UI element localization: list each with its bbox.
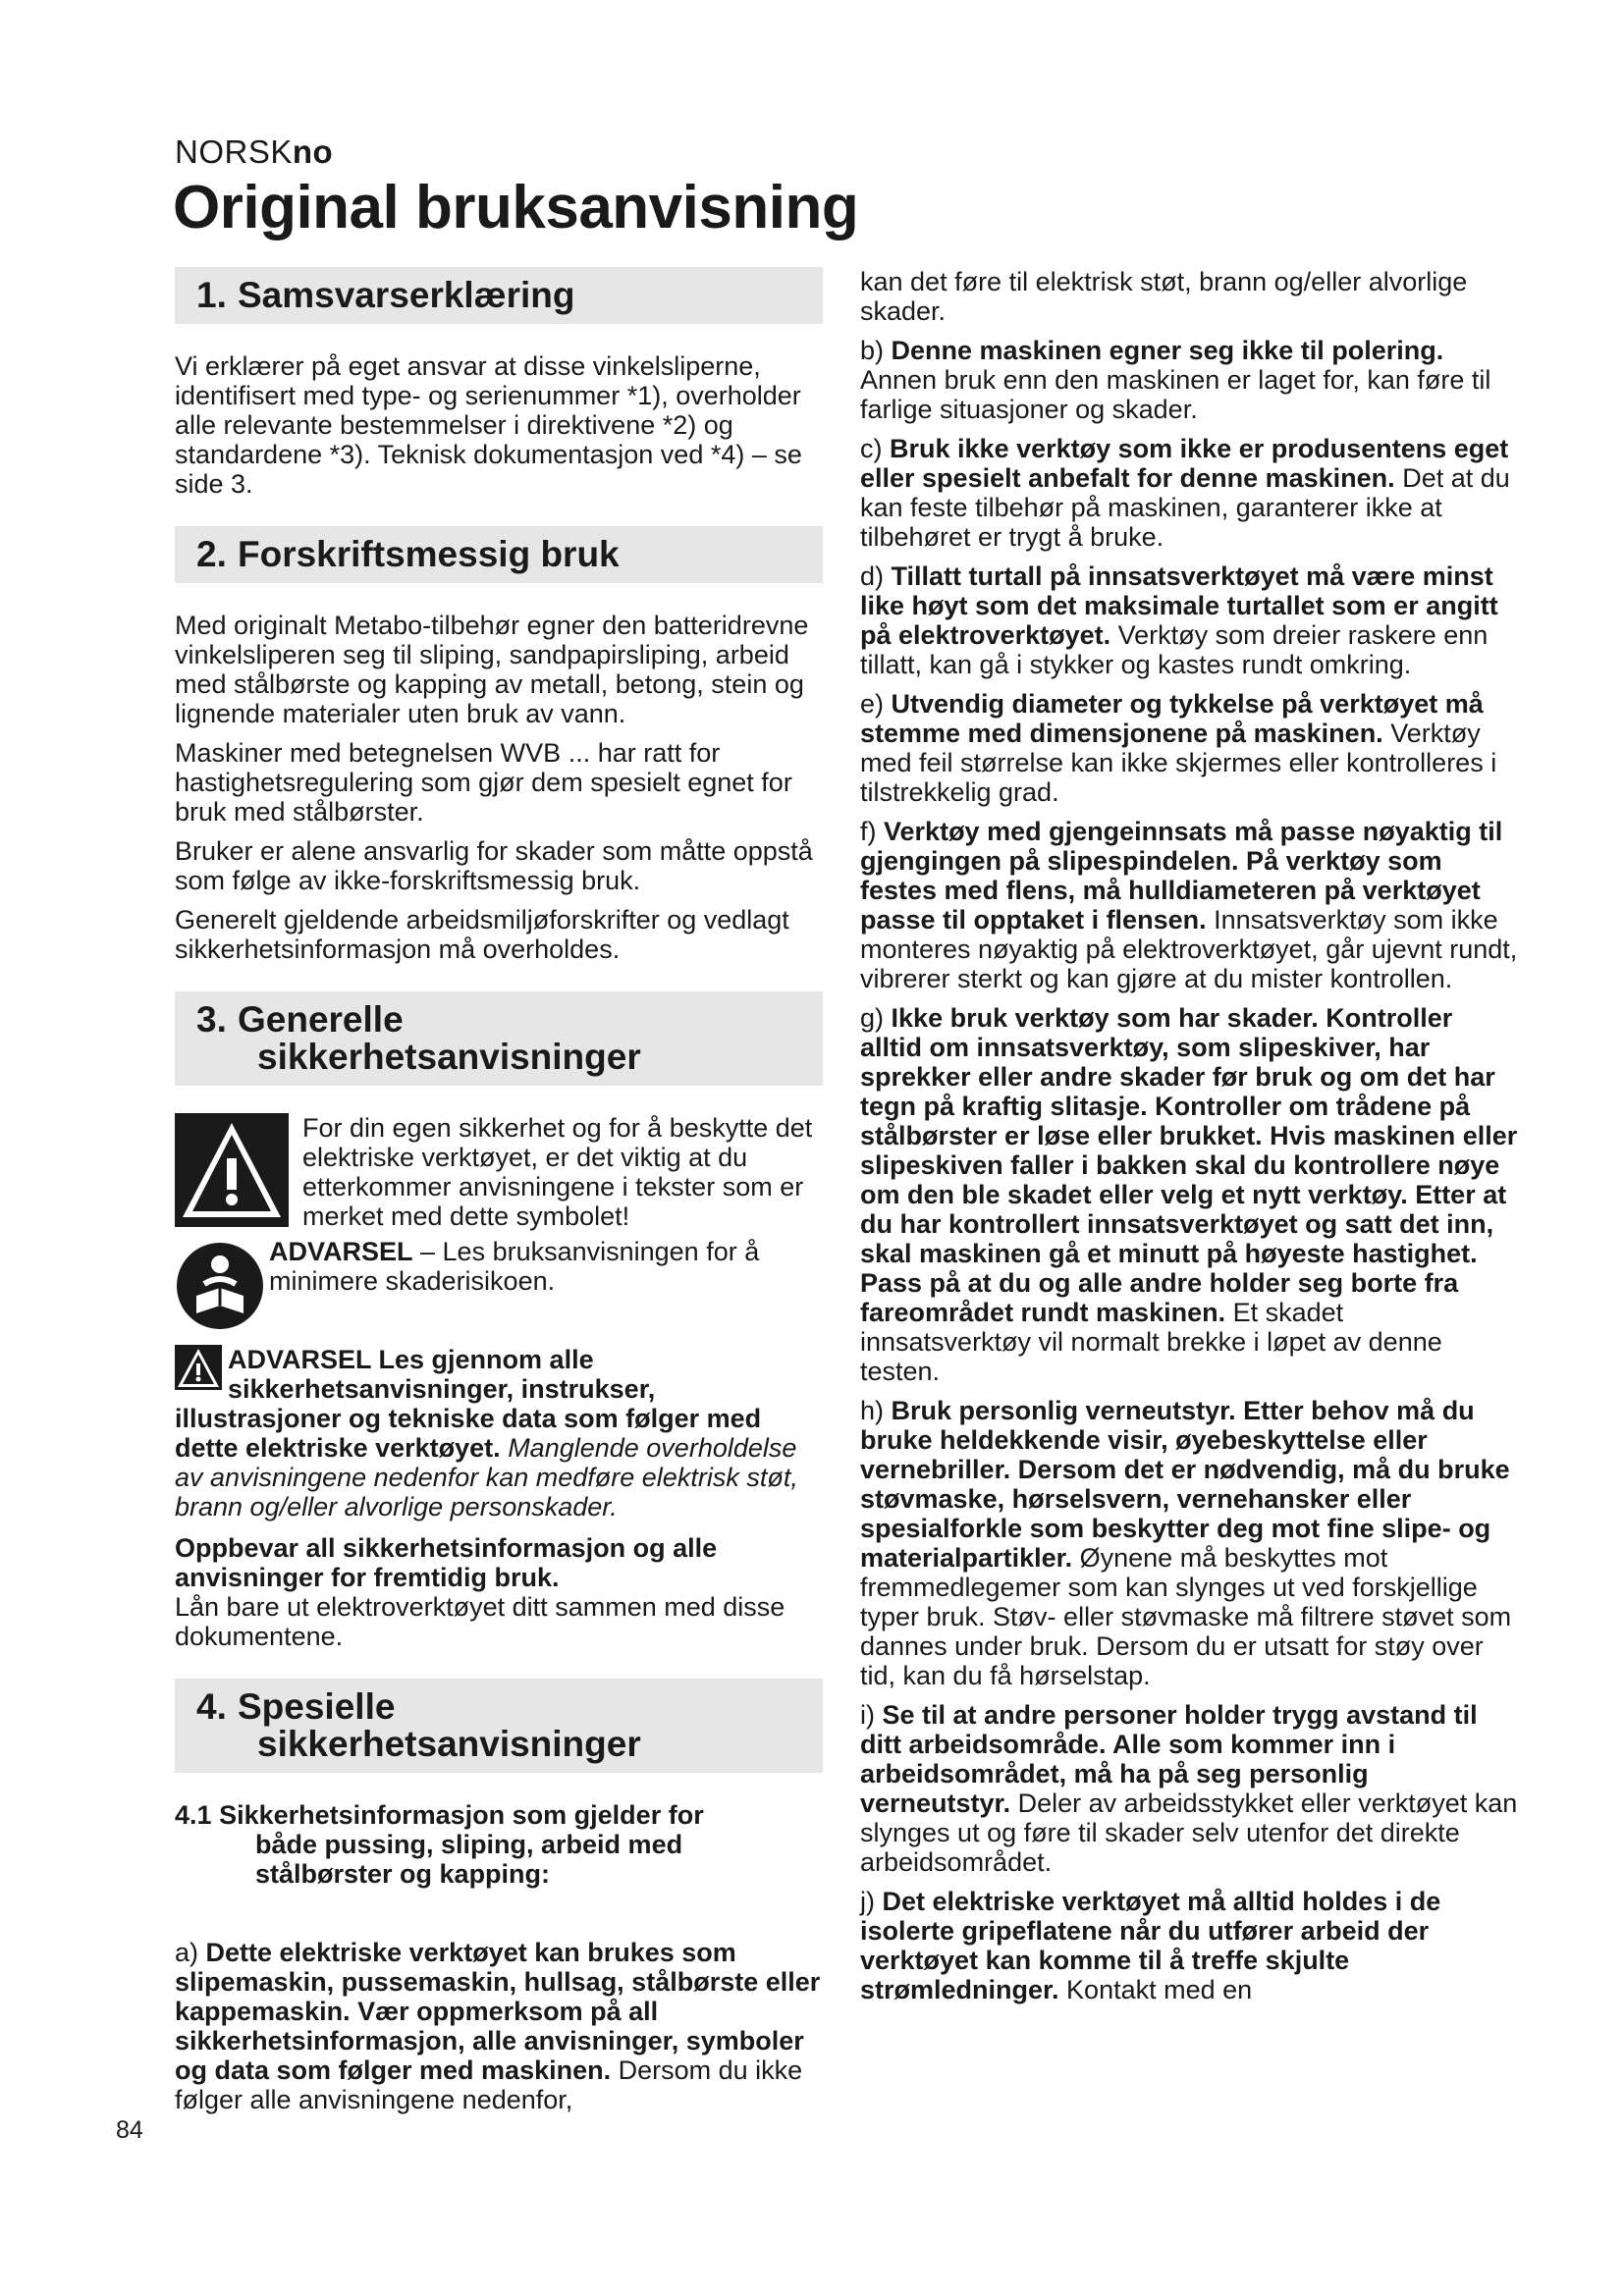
item-h-text: h) Bruk personlig verneutstyr. Etter behov må du bruke heldekkende visir, øyebeskyttelse eller vernebriller. Dersom det er nødvendig, må du bruke støvmaske, hørselsvern, vernehansker eller spesialforkle som beskytter deg mot fine slipe- og materialpartikler. Øynene må beskyttes mot fremmedlegemer som kan slynges ut ved forskjellige typer bruk. Støv- eller støvmaske må filtrere støvet som dannes under bruk. Dersom du er utsatt for støy over tid, kan du få hørselstap.	[860, 1396, 1512, 1690]
section-3-heading: 3. Generelle sikkerhetsanvisninger	[175, 991, 823, 1086]
item-g-text: g) Ikke bruk verktøy som har skader. Kontroller alltid om innsatsverktøy, som slipeskiver, har sprekker eller andre skader før bruk og om det har tegn på kraftig slitasje. Kontroller om trådene på stålbørster er løse eller brukket. Hvis maskinen eller slipeskiven faller i bakken skal du kontrollere nøye om den ble skadet eller velg et nytt verktøy. Etter at du har kontrollert innsatsverktøyet og satt det inn, skal maskinen gå et minutt på høyeste hastighet. Pass på at du og alle andre holder seg borte fra fareområdet rundt maskinen. Et skadet innsatsverktøy vil normalt brekke i løpet av denne testen.	[860, 1003, 1518, 1386]
language-label: NORSKno	[175, 133, 334, 170]
item-i-text: i) Se til at andre personer holder trygg avstand til ditt arbeidsområde. Alle som kommer inn i arbeidsområdet, må ha på seg personlig verneutstyr. Deler av arbeidsstykket eller verktøyet kan slynges ut og føre til skader selv utenfor det direkte arbeidsområdet.	[860, 1700, 1518, 1877]
item-c-text: c) Bruk ikke verktøy som ikke er produsentens eget eller spesielt anbefalt for denne maskinen. Det at du kan feste tilbehør på maskinen, garanterer ikke at tilbehøret er trygt å bruke.	[860, 434, 1510, 552]
item-a-continued: kan det føre til elektrisk støt, brann og/eller alvorlige skader.	[860, 267, 1468, 326]
lend-tool-text: Lån bare ut elektroverktøyet ditt sammen med disse dokumentene.	[175, 1592, 785, 1651]
item-e-text: e) Utvendig diameter og tykkelse på verktøyet må stemme med dimensjonene på maskinen. Verktøy med feil størrelse kan ikke skjermes eller kontrolleres i tilstrekkelig grad.	[860, 689, 1497, 807]
read-manual-icon	[175, 1241, 265, 1331]
section-2-p4: Generelt gjeldende arbeidsmiljøforskrifter og vedlagt sikkerhetsinformasjon må overholdes.	[175, 905, 789, 964]
section-1-text: Vi erklærer på eget ansvar at disse vinkelsliperne, identifisert med type- og serienummer *1), overholder alle relevante bestemmelser i direktivene *2) og standardene *3). Teknisk dokumentasjon ved *4) – se side 3.	[175, 351, 802, 499]
item-a-text: a) Dette elektriske verktøyet kan brukes som slipemaskin, pussemaskin, hullsag, stålbørste eller kappemaskin. Vær oppmerksom på all sikkerhetsinformasjon, alle anvisninger, symboler og data som følger med maskinen. Dersom du ikke følger alle anvisningene nedenfor,	[175, 1938, 821, 2114]
section-2-p1: Med originalt Metabo-tilbehør egner den batteridrevne vinkelsliperen seg til sliping, sandpapirsliping, arbeid med stålbørste og kapping av metall, betong, stein og lignende materialer uten bruk av vann.	[175, 611, 809, 728]
warning-triangle-icon	[175, 1113, 289, 1227]
section-4-heading: 4. Spesielle sikkerhetsanvisninger	[175, 1679, 823, 1773]
right-column	[860, 267, 1518, 2014]
section-2-p2: Maskiner med betegnelsen WVB ... har ratt for hastighetsregulering som gjør dem spesielt egnet for bruk med stålbørster.	[175, 738, 792, 827]
warning-symbol-text: For din egen sikkerhet og for å beskytte det elektriske verktøyet, er det viktig at du etterkommer anvisningene i tekster som er merket med dette symbolet!	[302, 1113, 813, 1231]
section-2-heading: 2. Forskriftsmessig bruk	[175, 526, 823, 583]
document-title: Original bruksanvisning	[173, 174, 859, 241]
general-warning-paragraph: ADVARSEL Les gjennom alle sikkerhetsanvisninger, instrukser, illustrasjoner og tekniske data som følger med dette elektriske verktøyet. Manglende overholdelse av anvisningene nedenfor kan medføre elektrisk støt, brann og/eller alvorlige personskader.	[175, 1345, 798, 1522]
section-2-p3: Bruker er alene ansvarlig for skader som måtte oppstå som følge av ikke-forskriftsmessig bruk.	[175, 836, 813, 895]
warning-triangle-small-icon	[175, 1345, 222, 1390]
item-b-text: b) Denne maskinen egner seg ikke til polering. Annen bruk enn den maskinen er laget for, kan føre til farlige situasjoner og skader.	[860, 336, 1491, 424]
item-j-text: j) Det elektriske verktøyet må alltid holdes i de isolerte gripeflatene når du utfører arbeid der verktøyet kan komme til å treffe skjulte strømledninger. Kontakt med en	[860, 1887, 1441, 2004]
page-number: 84	[116, 2116, 143, 2144]
item-f-text: f) Verktøy med gjengeinnsats må passe nøyaktig til gjengingen på slipespindelen. På verktøy som festes med flens, må hulldiameteren på verktøyet passe til opptaket i flensen. Innsatsverktøy som ikke monteres nøyaktig på elektroverktøyet, går ujevnt rundt, vibrerer sterkt og kan gjøre at du mister kontrollen.	[860, 817, 1518, 993]
keep-instructions-text: Oppbevar all sikkerhetsinformasjon og alle anvisninger for fremtidig bruk.	[175, 1533, 718, 1592]
read-manual-text: ADVARSEL – Les bruksanvisningen for å minimere skaderisikoen.	[269, 1237, 760, 1296]
section-4-1-heading: 4.1 Sikkerhetsinformasjon som gjelder for både pussing, sliping, arbeid med stålbørster og kapping:	[175, 1800, 704, 1889]
read-manual-block	[175, 1237, 823, 1323]
item-d-text: d) Tillatt turtall på innsatsverktøyet må være minst like høyt som det maksimale turtallet som er angitt på elektroverktøyet. Verktøy som dreier raskere enn tillatt, kan gå i stykker og kastes rundt omkring.	[860, 561, 1498, 679]
left-column	[175, 267, 823, 2114]
warning-symbol-block	[175, 1113, 823, 1231]
section-1-heading: 1. Samsvarserklæring	[175, 267, 823, 324]
